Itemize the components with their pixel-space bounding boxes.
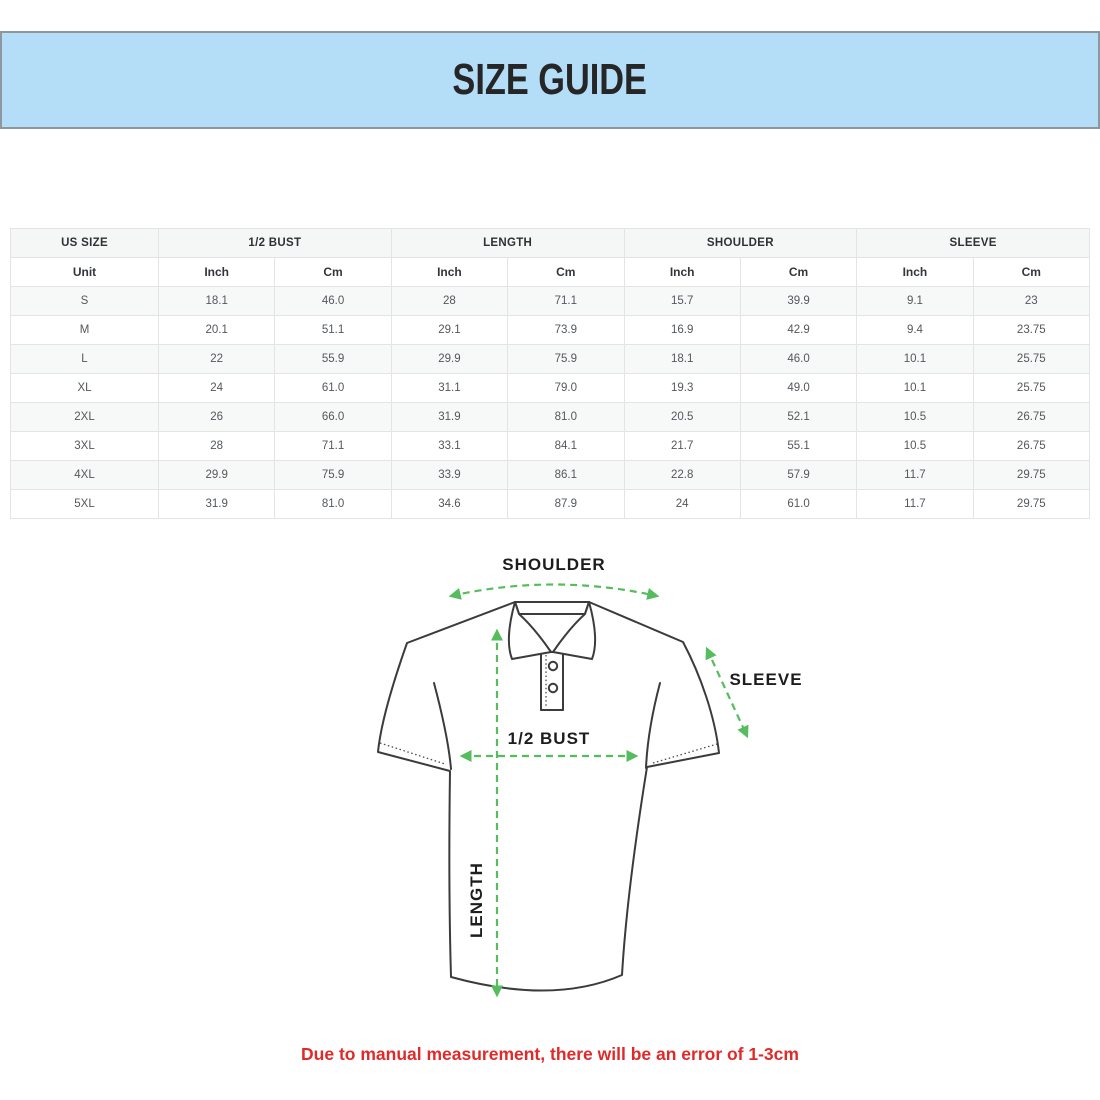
size-cell: 15.7 — [624, 287, 740, 316]
unit-header-cell: Cm — [740, 258, 856, 287]
size-cell: 87.9 — [508, 490, 624, 519]
size-cell: 33.1 — [391, 432, 507, 461]
size-cell: 20.5 — [624, 403, 740, 432]
size-cell: 75.9 — [508, 345, 624, 374]
group-header-cell: US SIZE — [11, 229, 159, 258]
unit-header-cell: Unit — [11, 258, 159, 287]
size-cell: 26.75 — [973, 403, 1089, 432]
length-label: LENGTH — [467, 862, 486, 938]
size-cell: 84.1 — [508, 432, 624, 461]
group-header-row — [11, 229, 1090, 258]
size-cell: 20.1 — [159, 316, 275, 345]
size-cell: 11.7 — [857, 490, 973, 519]
size-cell: 31.9 — [391, 403, 507, 432]
size-cell: 46.0 — [275, 287, 391, 316]
table-row — [11, 403, 1090, 432]
size-cell: 66.0 — [275, 403, 391, 432]
size-cell: 57.9 — [740, 461, 856, 490]
size-cell: 86.1 — [508, 461, 624, 490]
unit-row — [11, 258, 1090, 287]
size-cell: 73.9 — [508, 316, 624, 345]
collar-band — [515, 602, 589, 614]
size-cell: 2XL — [11, 403, 159, 432]
table-row — [11, 374, 1090, 403]
size-cell: 71.1 — [508, 287, 624, 316]
page-title: SIZE GUIDE — [452, 55, 648, 104]
size-cell: 49.0 — [740, 374, 856, 403]
unit-header-cell: Inch — [391, 258, 507, 287]
group-header-cell: 1/2 BUST — [159, 229, 392, 258]
size-cell: 25.75 — [973, 374, 1089, 403]
unit-header-cell: Cm — [275, 258, 391, 287]
unit-header-cell: Inch — [857, 258, 973, 287]
size-cell: 10.1 — [857, 345, 973, 374]
size-cell: 19.3 — [624, 374, 740, 403]
size-cell: 9.1 — [857, 287, 973, 316]
size-cell: 39.9 — [740, 287, 856, 316]
size-cell: 31.9 — [159, 490, 275, 519]
size-cell: 33.9 — [391, 461, 507, 490]
size-cell: 29.9 — [159, 461, 275, 490]
size-cell: 75.9 — [275, 461, 391, 490]
size-cell: 55.1 — [740, 432, 856, 461]
size-cell: 55.9 — [275, 345, 391, 374]
size-cell: 46.0 — [740, 345, 856, 374]
size-cell: 29.9 — [391, 345, 507, 374]
size-cell: 5XL — [11, 490, 159, 519]
size-cell: 61.0 — [740, 490, 856, 519]
group-header-cell: SHOULDER — [624, 229, 857, 258]
size-cell: 79.0 — [508, 374, 624, 403]
polo-shirt-diagram — [370, 545, 810, 1045]
table-row — [11, 461, 1090, 490]
size-cell: 22 — [159, 345, 275, 374]
table-row — [11, 432, 1090, 461]
unit-header-cell: Cm — [508, 258, 624, 287]
unit-header-cell: Inch — [624, 258, 740, 287]
size-cell: 81.0 — [275, 490, 391, 519]
size-cell: 21.7 — [624, 432, 740, 461]
unit-header-cell: Inch — [159, 258, 275, 287]
unit-header-cell: Cm — [973, 258, 1089, 287]
size-cell: 81.0 — [508, 403, 624, 432]
size-cell: 3XL — [11, 432, 159, 461]
size-cell: 29.1 — [391, 316, 507, 345]
size-cell: 18.1 — [159, 287, 275, 316]
shoulder-label: SHOULDER — [502, 555, 606, 574]
size-cell: 71.1 — [275, 432, 391, 461]
size-cell: 22.8 — [624, 461, 740, 490]
size-cell: 31.1 — [391, 374, 507, 403]
size-cell: 26 — [159, 403, 275, 432]
size-cell: S — [11, 287, 159, 316]
group-header-cell: LENGTH — [391, 229, 624, 258]
size-cell: 10.5 — [857, 403, 973, 432]
sleeve-label: SLEEVE — [729, 670, 803, 689]
size-cell: 18.1 — [624, 345, 740, 374]
size-cell: XL — [11, 374, 159, 403]
size-cell: 42.9 — [740, 316, 856, 345]
size-cell: M — [11, 316, 159, 345]
group-header-cell: SLEEVE — [857, 229, 1090, 258]
table-row — [11, 316, 1090, 345]
size-cell: 28 — [159, 432, 275, 461]
table-row — [11, 287, 1090, 316]
size-cell: 23.75 — [973, 316, 1089, 345]
size-cell: 10.1 — [857, 374, 973, 403]
size-cell: 29.75 — [973, 461, 1089, 490]
size-cell: 52.1 — [740, 403, 856, 432]
size-cell: 9.4 — [857, 316, 973, 345]
size-cell: 16.9 — [624, 316, 740, 345]
placket — [541, 652, 563, 710]
measurement-note: Due to manual measurement, there will be an error of 1-3cm — [301, 1044, 799, 1064]
bust-label: 1/2 BUST — [507, 729, 591, 748]
size-cell: 51.1 — [275, 316, 391, 345]
size-guide-banner — [0, 31, 1100, 129]
size-cell: L — [11, 345, 159, 374]
table-row — [11, 490, 1090, 519]
size-cell: 11.7 — [857, 461, 973, 490]
size-cell: 34.6 — [391, 490, 507, 519]
table-row — [11, 345, 1090, 374]
size-cell: 10.5 — [857, 432, 973, 461]
size-cell: 29.75 — [973, 490, 1089, 519]
size-cell: 24 — [624, 490, 740, 519]
size-cell: 25.75 — [973, 345, 1089, 374]
size-chart-table — [10, 228, 1090, 519]
size-cell: 26.75 — [973, 432, 1089, 461]
size-cell: 24 — [159, 374, 275, 403]
shoulder-arrow — [451, 585, 657, 597]
size-cell: 23 — [973, 287, 1089, 316]
size-cell: 61.0 — [275, 374, 391, 403]
size-cell: 28 — [391, 287, 507, 316]
size-cell: 4XL — [11, 461, 159, 490]
